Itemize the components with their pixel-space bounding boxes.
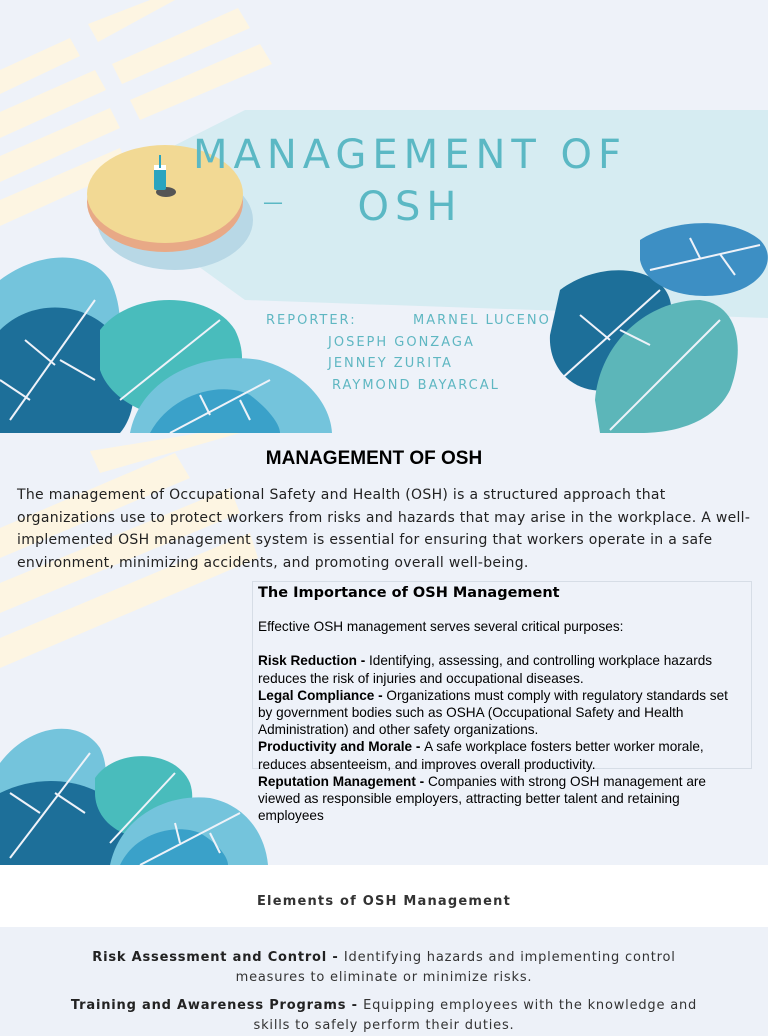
reporter-label: REPORTER: [266, 313, 357, 328]
element-item [60, 948, 708, 988]
reporter-name: JOSEPH GONZAGA [328, 335, 475, 350]
slide-title-line2: OSH [357, 184, 463, 230]
item-text: Organizations must comply with regulatory standards set by government bodies such as OSHA (Occupational Safety and Health Administration) and other safety organizations. [258, 687, 728, 738]
elements-heading: Elements of OSH Management [256, 894, 512, 909]
reporter-name: MARNEL LUCENO [413, 313, 551, 328]
item-text: Identifying, assessing, and controlling workplace hazards reduces the risk of injuries and occupational diseases. [258, 653, 713, 686]
element-text: Identifying hazards and implementing control measures to eliminate or minimize risks. [235, 950, 676, 985]
box-heading: The Importance of OSH Management [258, 585, 560, 601]
item-text: Companies with strong OSH management are viewed as responsible employers, attracting better talent and retaining employees [258, 773, 706, 824]
list-item [258, 652, 746, 686]
item-term: Productivity and Morale - [258, 739, 425, 755]
section-heading: MANAGEMENT OF OSH [265, 448, 483, 469]
item-term: Legal Compliance - [258, 687, 387, 703]
box-lead: Effective OSH management serves several critical purposes: [258, 619, 624, 635]
list-item [258, 773, 746, 825]
item-term: Risk Reduction - [258, 653, 370, 669]
item-term: Reputation Management - [258, 773, 428, 789]
element-item [60, 996, 708, 1036]
list-item [258, 738, 746, 772]
list-item [258, 687, 746, 739]
element-term: Risk Assessment and Control - [92, 950, 344, 965]
title-slide [0, 0, 768, 433]
title-dash: — [263, 190, 283, 214]
item-text: A safe workplace fosters better worker morale, reduces absenteeism, and improves overall productivity. [258, 739, 704, 772]
intro-paragraph: The management of Occupational Safety and Health (OSH) is a structured approach that organizations use to protect workers from risks and hazards that may arise in the workplace. A well-implemented OSH management system is essential for ensuring that workers operate in a safe environment, minimizing accidents, and promoting overall well-being. [17, 487, 751, 571]
element-text: Equipping employees with the knowledge and skills to safely perform their duties. [253, 998, 698, 1033]
reporter-name: JENNEY ZURITA [328, 356, 453, 371]
importance-content [258, 583, 746, 824]
element-term: Training and Awareness Programs - [70, 998, 364, 1013]
reporter-name: RAYMOND BAYARCAL [332, 378, 500, 393]
slide-title-line1: MANAGEMENT OF [192, 132, 628, 178]
